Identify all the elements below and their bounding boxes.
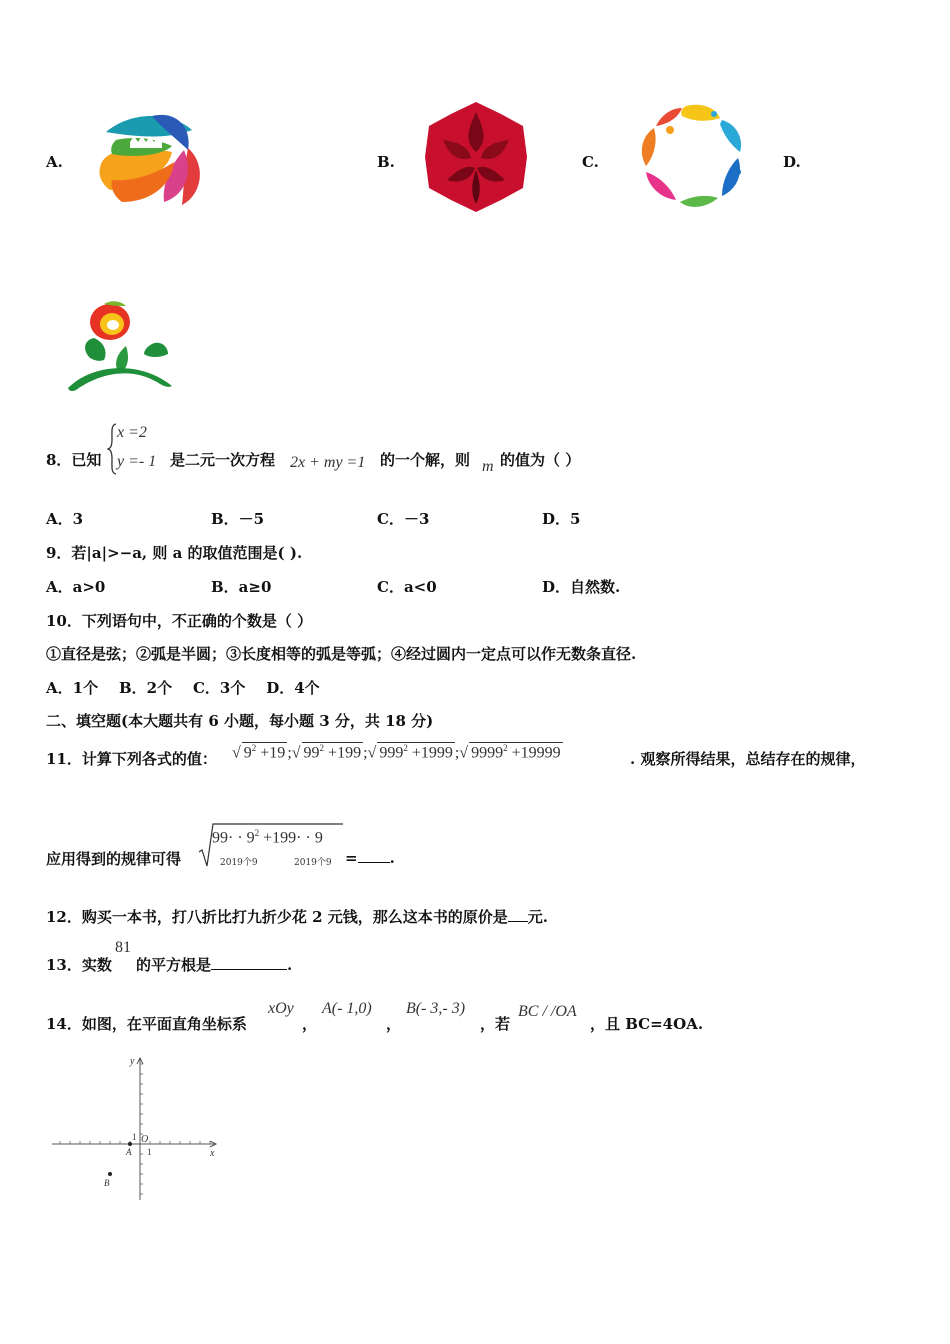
- q13-number: 81: [115, 939, 131, 956]
- q11-expr-4: $9999^2 +19999$: [471, 743, 561, 762]
- q11-under-1: 2019个9: [220, 858, 258, 868]
- origin-label: O: [141, 1134, 149, 1145]
- red-flower-logo-icon: [423, 100, 529, 214]
- q11-expr-3: $999^2 +1999$: [379, 743, 453, 762]
- coordinate-plane: [50, 1052, 222, 1204]
- q13-stem: 13．实数: [46, 956, 112, 974]
- q8-option-b: B．－5: [211, 510, 265, 528]
- q8-text-2: 的一个解，则: [380, 451, 471, 469]
- q8-option-c: C．－3: [377, 510, 430, 528]
- option-d-label: D.: [783, 153, 801, 171]
- q10-options: A．1个 B．2个 C．3个 D．4个: [46, 679, 320, 697]
- rainbow-drop-ring-logo-icon: [636, 102, 748, 212]
- answer-blank[interactable]: [358, 848, 390, 863]
- q8-var-m: m: [482, 458, 494, 475]
- q14-point-b: B(- 3,- 3): [406, 1000, 466, 1017]
- colorful-petal-logo-icon: [92, 110, 208, 210]
- green-sprout-logo-icon: [64, 298, 176, 394]
- q11-expr-1: $9^2 +19$: [243, 743, 286, 762]
- radical-sign: √: [232, 744, 241, 762]
- system-eq-2: y =- 1: [117, 453, 157, 470]
- answer-blank[interactable]: [508, 907, 528, 922]
- q8-text-3: 的值为（ ）: [500, 451, 581, 469]
- q11-equals: = .: [345, 849, 395, 867]
- option-c-label: C.: [582, 153, 599, 171]
- radical-sign: √: [291, 744, 301, 762]
- q11-expr-2: $99^2 +199$: [303, 743, 362, 762]
- section-heading: 二、填空题(本大题共有 6 小题，每小题 3 分，共 18 分): [46, 712, 434, 730]
- q8-option-a: A．3: [46, 510, 84, 528]
- q14-stem: 14．如图，在平面直角坐标系: [46, 1015, 247, 1033]
- q11-under-2: 2019个9: [294, 858, 332, 868]
- point-b-label: B: [104, 1178, 110, 1188]
- point-a-dot: [128, 1142, 132, 1146]
- option-a-label: A.: [46, 153, 63, 171]
- q14-parallel: BC / /OA: [518, 1003, 577, 1020]
- q14-xoy: xOy: [268, 1000, 294, 1017]
- q14-tail: ，且 BC=4OA.: [590, 1015, 704, 1033]
- q11-tail: . 观察所得结果，总结存在的规律，: [630, 750, 866, 768]
- radical-sign: √: [367, 744, 377, 762]
- q12-stem: 12．购买一本书，打八折比打九折少花 2 元钱，那么这本书的原价是 元.: [46, 908, 548, 926]
- q10-stem: 10．下列语句中，不正确的个数是（ ）: [46, 612, 313, 630]
- q8-stem-start: 8．已知: [46, 451, 102, 469]
- q14-comma-2: ，: [386, 1015, 402, 1033]
- y-axis-label: y: [130, 1056, 135, 1067]
- point-b-dot: [108, 1172, 112, 1176]
- q9-option-d: D．自然数.: [542, 578, 621, 596]
- q14-point-a: A(- 1,0): [322, 1000, 372, 1017]
- q11-expressions: √ $9^2 +19$ ;√ $99^2 +199$ ;√ $999^2 +1999$ ;√ $9999^2 +19999$: [232, 743, 561, 762]
- system-eq-1: x =2: [117, 424, 147, 441]
- brace-icon: [107, 423, 117, 475]
- q9-option-b: B．a≥0: [211, 578, 272, 596]
- y-unit-label: 1: [132, 1132, 137, 1142]
- q8-equation: 2x + my =1: [290, 454, 366, 471]
- q9-option-c: C．a<0: [377, 578, 437, 596]
- q9-stem: 9．若|a|>−a, 则 a 的取值范围是( ).: [46, 544, 303, 562]
- q14-comma-1: ，: [302, 1015, 318, 1033]
- q11-big-expr: $99\cdot \cdot 9^2 +199\cdot \cdot 9$: [212, 828, 323, 847]
- q14-ruo: ，若: [480, 1015, 511, 1033]
- answer-blank[interactable]: [211, 955, 287, 970]
- point-a-label: A: [126, 1147, 132, 1157]
- x-unit-label: 1: [147, 1147, 152, 1157]
- q13-tail: 的平方根是 .: [136, 956, 293, 974]
- q10-statements: ①直径是弦；②弧是半圆；③长度相等的弧是等弧；④经过圆内一定点可以作无数条直径.: [46, 645, 637, 663]
- q8-option-d: D．5: [542, 510, 581, 528]
- q11-apply: 应用得到的规律可得: [46, 850, 182, 868]
- q11-stem: 11．计算下列各式的值：: [46, 750, 217, 768]
- q8-text-1: 是二元一次方程: [170, 451, 276, 469]
- radical-sign: √: [459, 744, 469, 762]
- q9-option-a: A．a>0: [46, 578, 106, 596]
- option-b-label: B.: [377, 153, 395, 171]
- x-axis-label: x: [210, 1148, 215, 1159]
